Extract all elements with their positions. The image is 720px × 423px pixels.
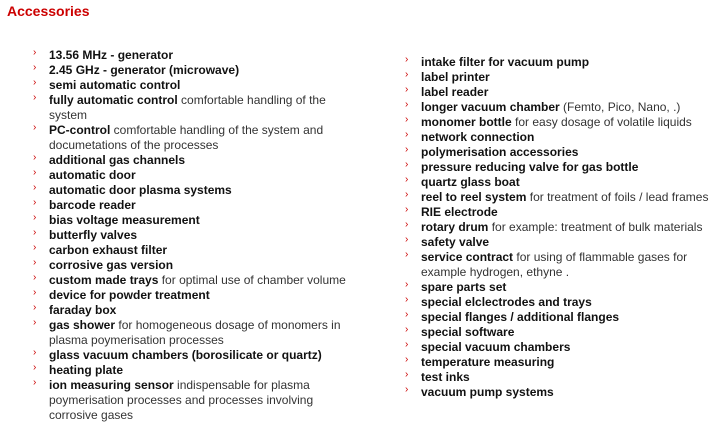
item-name: vacuum pump systems bbox=[421, 385, 554, 399]
item-name: ion measuring sensor bbox=[49, 378, 174, 392]
item-description: comfortable handling of the system and documetations of the processes bbox=[49, 123, 324, 152]
accessories-list-right bbox=[405, 55, 717, 400]
item-description: comfortable handling of the system bbox=[49, 93, 326, 122]
item-name: gas shower bbox=[49, 318, 116, 332]
bullet-arrow-icon: › bbox=[33, 92, 37, 103]
bullet-arrow-icon: › bbox=[405, 129, 409, 140]
bullet-arrow-icon: › bbox=[33, 77, 37, 88]
item-description: indispensable for plasma poymerisation processes and processes involving corrosive gases bbox=[49, 378, 314, 422]
item-name: barcode reader bbox=[49, 198, 136, 212]
item-name: additional gas channels bbox=[49, 153, 186, 167]
list-item bbox=[405, 130, 717, 145]
item-name: heating plate bbox=[49, 363, 124, 377]
list-item bbox=[405, 310, 717, 325]
bullet-arrow-icon: › bbox=[33, 257, 37, 268]
bullet-arrow-icon: › bbox=[33, 317, 37, 328]
list-item bbox=[405, 295, 717, 310]
item-description: for optimal use of chamber volume bbox=[158, 273, 346, 287]
list-item bbox=[33, 258, 363, 273]
bullet-arrow-icon: › bbox=[405, 279, 409, 290]
bullet-arrow-icon: › bbox=[405, 114, 409, 125]
list-item bbox=[405, 280, 717, 295]
list-item bbox=[33, 363, 363, 378]
list-item bbox=[405, 385, 717, 400]
item-name: network connection bbox=[421, 130, 535, 144]
item-name: polymerisation accessories bbox=[421, 145, 579, 159]
bullet-arrow-icon: › bbox=[405, 174, 409, 185]
list-item bbox=[405, 160, 717, 175]
item-name: monomer bottle bbox=[421, 115, 512, 129]
list-item bbox=[33, 48, 363, 63]
item-name: reel to reel system bbox=[421, 190, 527, 204]
bullet-arrow-icon: › bbox=[33, 227, 37, 238]
item-name: automatic door bbox=[49, 168, 136, 182]
item-name: special software bbox=[421, 325, 515, 339]
bullet-arrow-icon: › bbox=[405, 354, 409, 365]
bullet-arrow-icon: › bbox=[405, 189, 409, 200]
item-name: special flanges / additional flanges bbox=[421, 310, 620, 324]
list-item bbox=[405, 205, 717, 220]
item-name: quartz glass boat bbox=[421, 175, 520, 189]
item-name: special elclectrodes and trays bbox=[421, 295, 592, 309]
list-item bbox=[33, 183, 363, 198]
item-name: test inks bbox=[421, 370, 470, 384]
item-name: temperature measuring bbox=[421, 355, 555, 369]
list-item bbox=[33, 198, 363, 213]
item-name: spare parts set bbox=[421, 280, 507, 294]
item-description: for treatment of foils / lead frames bbox=[526, 190, 709, 204]
bullet-arrow-icon: › bbox=[405, 144, 409, 155]
bullet-arrow-icon: › bbox=[405, 159, 409, 170]
list-item bbox=[33, 378, 363, 423]
item-name: safety valve bbox=[421, 235, 490, 249]
list-item bbox=[405, 85, 717, 100]
item-name: 2.45 GHz - generator (microwave) bbox=[49, 63, 240, 77]
list-item bbox=[33, 78, 363, 93]
item-name: device for powder treatment bbox=[49, 288, 210, 302]
list-item bbox=[405, 340, 717, 355]
item-name: carbon exhaust filter bbox=[49, 243, 168, 257]
list-item bbox=[33, 63, 363, 78]
list-item bbox=[33, 153, 363, 168]
list-item bbox=[405, 220, 717, 235]
item-name: rotary drum bbox=[421, 220, 489, 234]
list-item bbox=[33, 288, 363, 303]
item-name: bias voltage measurement bbox=[49, 213, 200, 227]
bullet-arrow-icon: › bbox=[405, 234, 409, 245]
item-name: semi automatic control bbox=[49, 78, 181, 92]
bullet-arrow-icon: › bbox=[405, 204, 409, 215]
bullet-arrow-icon: › bbox=[33, 272, 37, 283]
item-name: faraday box bbox=[49, 303, 117, 317]
bullet-arrow-icon: › bbox=[405, 69, 409, 80]
item-name: longer vacuum chamber bbox=[421, 100, 560, 114]
list-item bbox=[405, 115, 717, 130]
list-item bbox=[33, 228, 363, 243]
bullet-arrow-icon: › bbox=[33, 377, 37, 388]
list-item bbox=[405, 235, 717, 250]
bullet-arrow-icon: › bbox=[405, 219, 409, 230]
item-name: intake filter for vacuum pump bbox=[421, 55, 590, 69]
list-item bbox=[405, 175, 717, 190]
item-description: for homogeneous dosage of monomers in plasma poymerisation processes bbox=[49, 318, 341, 347]
list-item bbox=[33, 273, 363, 288]
list-item bbox=[33, 348, 363, 363]
bullet-arrow-icon: › bbox=[405, 54, 409, 65]
bullet-arrow-icon: › bbox=[405, 369, 409, 380]
bullet-arrow-icon: › bbox=[33, 167, 37, 178]
list-item bbox=[33, 243, 363, 258]
item-name: glass vacuum chambers (borosilicate or quartz) bbox=[49, 348, 322, 362]
page-title: Accessories bbox=[7, 3, 90, 19]
item-name: butterfly valves bbox=[49, 228, 138, 242]
item-name: special vacuum chambers bbox=[421, 340, 571, 354]
bullet-arrow-icon: › bbox=[33, 122, 37, 133]
bullet-arrow-icon: › bbox=[33, 242, 37, 253]
bullet-arrow-icon: › bbox=[33, 347, 37, 358]
item-description: for using of flammable gases for example hydrogen, ethyne . bbox=[421, 250, 688, 279]
bullet-arrow-icon: › bbox=[33, 62, 37, 73]
list-item bbox=[405, 145, 717, 160]
item-name: label reader bbox=[421, 85, 489, 99]
list-item bbox=[33, 318, 363, 348]
item-name: 13.56 MHz - generator bbox=[49, 48, 174, 62]
item-name: pressure reducing valve for gas bottle bbox=[421, 160, 639, 174]
bullet-arrow-icon: › bbox=[405, 384, 409, 395]
list-item bbox=[405, 370, 717, 385]
item-name: PC-control bbox=[49, 123, 111, 137]
list-item bbox=[405, 100, 717, 115]
item-name: fully automatic control bbox=[49, 93, 178, 107]
list-item bbox=[33, 168, 363, 183]
bullet-arrow-icon: › bbox=[405, 99, 409, 110]
bullet-arrow-icon: › bbox=[405, 339, 409, 350]
item-description: (Femto, Pico, Nano, .) bbox=[559, 100, 681, 114]
bullet-arrow-icon: › bbox=[405, 324, 409, 335]
list-item bbox=[405, 190, 717, 205]
accessories-list-left bbox=[33, 48, 363, 423]
bullet-arrow-icon: › bbox=[405, 84, 409, 95]
list-item bbox=[33, 93, 363, 123]
bullet-arrow-icon: › bbox=[33, 182, 37, 193]
bullet-arrow-icon: › bbox=[33, 47, 37, 58]
bullet-arrow-icon: › bbox=[33, 212, 37, 223]
bullet-arrow-icon: › bbox=[405, 309, 409, 320]
list-item bbox=[33, 213, 363, 228]
item-name: RIE electrode bbox=[421, 205, 498, 219]
list-item bbox=[405, 70, 717, 85]
bullet-arrow-icon: › bbox=[33, 302, 37, 313]
list-item bbox=[33, 123, 363, 153]
list-item bbox=[33, 303, 363, 318]
bullet-arrow-icon: › bbox=[405, 294, 409, 305]
item-description: for example: treatment of bulk materials bbox=[488, 220, 703, 234]
bullet-arrow-icon: › bbox=[33, 362, 37, 373]
list-item bbox=[405, 250, 717, 280]
item-name: label printer bbox=[421, 70, 490, 84]
item-name: corrosive gas version bbox=[49, 258, 174, 272]
bullet-arrow-icon: › bbox=[33, 287, 37, 298]
bullet-arrow-icon: › bbox=[33, 152, 37, 163]
item-name: service contract bbox=[421, 250, 514, 264]
list-item bbox=[405, 325, 717, 340]
bullet-arrow-icon: › bbox=[33, 197, 37, 208]
bullet-arrow-icon: › bbox=[405, 249, 409, 260]
item-name: automatic door plasma systems bbox=[49, 183, 232, 197]
item-name: custom made trays bbox=[49, 273, 159, 287]
list-item bbox=[405, 355, 717, 370]
item-description: for easy dosage of volatile liquids bbox=[511, 115, 692, 129]
list-item bbox=[405, 55, 717, 70]
